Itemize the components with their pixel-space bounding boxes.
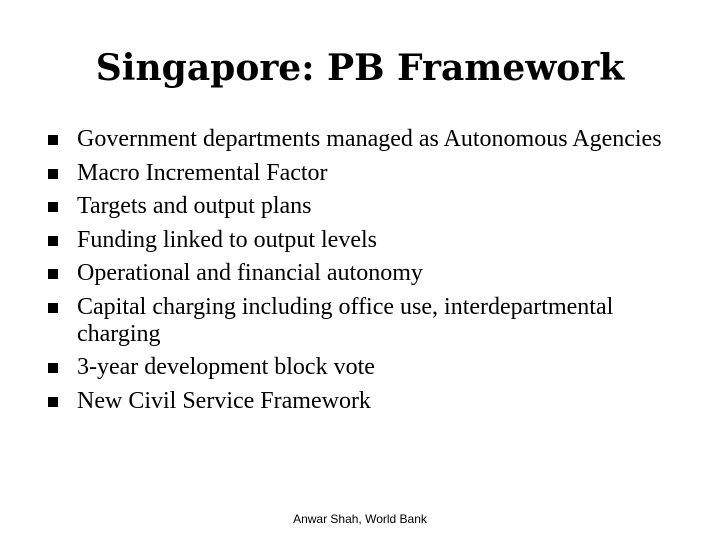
square-bullet-icon xyxy=(48,397,58,407)
slide-footer: Anwar Shah, World Bank xyxy=(293,512,427,526)
bullet-list xyxy=(48,126,688,421)
bullet-item xyxy=(48,388,688,415)
bullet-text: Macro Incremental Factor xyxy=(77,159,328,186)
square-bullet-icon xyxy=(48,202,58,212)
bullet-item xyxy=(48,354,688,381)
square-bullet-icon xyxy=(48,135,58,145)
bullet-text: 3-year development block vote xyxy=(77,354,375,380)
bullet-text: New Civil Service Framework xyxy=(77,387,371,414)
bullet-text: Operational and financial autonomy xyxy=(77,260,423,286)
bullet-text: Government departments managed as Autonomous Agencies xyxy=(77,126,662,152)
bullet-item xyxy=(48,294,688,348)
bullet-item xyxy=(48,227,688,254)
bullet-text: Targets and output plans xyxy=(77,193,312,219)
bullet-text: Capital charging including office use, interdepartmental charging xyxy=(77,293,614,347)
bullet-text: Funding linked to output levels xyxy=(77,226,377,253)
square-bullet-icon xyxy=(48,363,58,373)
slide-title: Singapore: PB Framework xyxy=(95,47,625,89)
square-bullet-icon xyxy=(48,303,58,313)
square-bullet-icon xyxy=(48,236,58,246)
square-bullet-icon xyxy=(48,169,58,179)
bullet-item xyxy=(48,260,688,287)
square-bullet-icon xyxy=(48,269,58,279)
bullet-item xyxy=(48,160,688,187)
bullet-item xyxy=(48,126,688,153)
bullet-item xyxy=(48,193,688,220)
